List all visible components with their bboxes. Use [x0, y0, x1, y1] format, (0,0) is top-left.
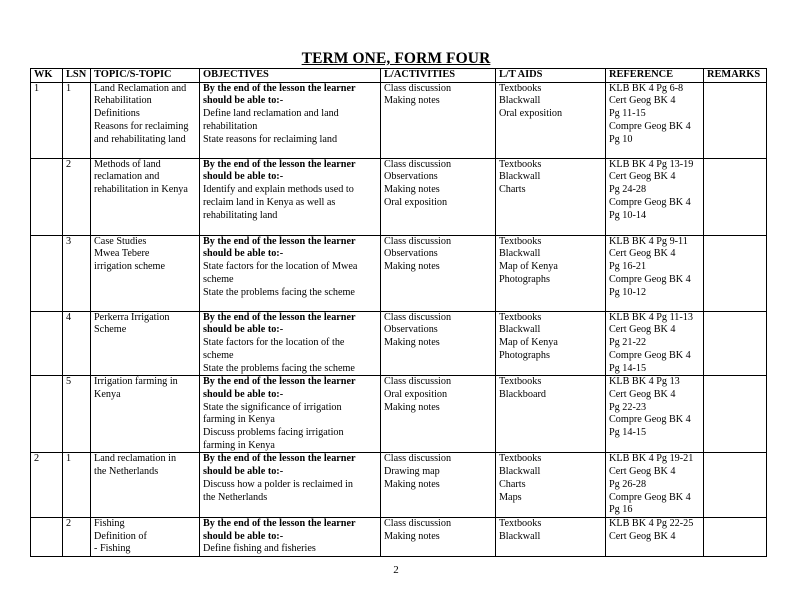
cell-line: Definition of [94, 530, 147, 542]
lesson-number: 5 [66, 376, 72, 388]
cell-line: Define fishing and fisheries [203, 543, 316, 555]
cell-line: By the end of the lesson the learner [203, 453, 356, 465]
cell-line: Fishing [94, 517, 125, 529]
cell-line: Textbooks [499, 311, 542, 323]
cell-line: Pg 21-22 [609, 337, 647, 349]
cell-line: Observations [384, 248, 438, 260]
cell-line: Identify and explain methods used to [203, 184, 354, 196]
cell-line: By the end of the lesson the learner [203, 158, 356, 170]
cell-line: rehabilitation in Kenya [94, 184, 188, 196]
cell-activities [381, 453, 496, 518]
table-row [31, 235, 767, 311]
cell-line: Discuss problems facing irrigation [203, 427, 344, 439]
cell-line: Blackboard [499, 388, 546, 400]
cell-reference [606, 517, 704, 556]
cell-line: Charts [499, 478, 526, 490]
cell-aids [496, 517, 606, 556]
cell-wk [31, 376, 63, 453]
cell-line: should be able to:- [203, 324, 284, 336]
cell-line: Making notes [384, 95, 440, 107]
cell-aids [496, 376, 606, 453]
cell-topic [91, 311, 200, 376]
cell-lsn [63, 517, 91, 556]
cell-aids [496, 235, 606, 311]
cell-objectives [200, 82, 381, 158]
cell-aids [496, 158, 606, 235]
lesson-number: 1 [66, 82, 72, 94]
cell-aids [496, 453, 606, 518]
table-row [31, 158, 767, 235]
cell-line: Cert Geog BK 4 [609, 324, 676, 336]
cell-line: scheme [203, 273, 234, 285]
cell-line: State the problems facing the scheme [203, 286, 355, 298]
cell-line: Methods of land [94, 158, 161, 170]
cell-line: Kenya [94, 388, 121, 400]
cell-line: Perkerra Irrigation [94, 311, 170, 323]
lesson-number: 2 [66, 517, 72, 529]
cell-lsn [63, 158, 91, 235]
cell-objectives [200, 235, 381, 311]
cell-line: State the problems facing the scheme [203, 362, 355, 374]
cell-line: Textbooks [499, 453, 542, 465]
cell-line: Blackwall [499, 95, 541, 107]
cell-line: Pg 24-28 [609, 184, 647, 196]
cell-line: reclaim land in Kenya as well as [203, 196, 336, 208]
cell-wk [31, 82, 63, 158]
cell-line: State factors for the location of the [203, 337, 345, 349]
cell-line: Textbooks [499, 235, 542, 247]
cell-wk [31, 453, 63, 518]
cell-reference [606, 453, 704, 518]
cell-line: Land Reclamation and [94, 82, 187, 94]
cell-line: Class discussion [384, 311, 452, 323]
cell-line: KLB BK 4 Pg 11-13 [609, 311, 693, 323]
cell-reference [606, 311, 704, 376]
cell-line: Compre Geog BK 4 [609, 349, 691, 361]
table-row [31, 453, 767, 518]
cell-line: Scheme [94, 324, 127, 336]
document-title: TERM ONE, FORM FOUR [301, 50, 491, 67]
cell-line: should be able to:- [203, 95, 284, 107]
header-reference: REFERENCE [606, 69, 704, 83]
cell-line: should be able to:- [203, 248, 284, 260]
cell-objectives [200, 158, 381, 235]
cell-line: Pg 11-15 [609, 108, 646, 120]
cell-line: Class discussion [384, 235, 452, 247]
cell-line: Pg 14-15 [609, 427, 647, 439]
cell-line: Blackwall [499, 466, 541, 478]
cell-line: Drawing map [384, 466, 440, 478]
cell-line: Blackwall [499, 324, 541, 336]
cell-aids [496, 82, 606, 158]
table-row [31, 82, 767, 158]
cell-remarks [704, 453, 767, 518]
cell-line: Observations [384, 171, 438, 183]
cell-line: should be able to:- [203, 171, 284, 183]
lesson-number: 3 [66, 235, 72, 247]
cell-line: Define land reclamation and land [203, 108, 339, 120]
cell-wk [31, 158, 63, 235]
lesson-number: 4 [66, 311, 72, 323]
cell-line: Cert Geog BK 4 [609, 530, 676, 542]
cell-line: Textbooks [499, 376, 542, 388]
cell-line: Definitions [94, 108, 140, 120]
cell-objectives [200, 517, 381, 556]
cell-lsn [63, 82, 91, 158]
cell-line: Irrigation farming in [94, 376, 178, 388]
cell-line: KLB BK 4 Pg 19-21 [609, 453, 694, 465]
table-row [31, 376, 767, 453]
cell-line: Cert Geog BK 4 [609, 95, 676, 107]
cell-line: Class discussion [384, 82, 452, 94]
cell-line: Photographs [499, 349, 550, 361]
cell-line: Reasons for reclaiming [94, 120, 189, 132]
cell-line: State reasons for reclaiming land [203, 133, 338, 145]
cell-line: Textbooks [499, 517, 542, 529]
table-header-row [31, 69, 767, 83]
cell-line: Pg 16-21 [609, 261, 647, 273]
cell-line: Discuss how a polder is reclaimed in [203, 478, 353, 490]
cell-line: KLB BK 4 Pg 13-19 [609, 158, 694, 170]
cell-line: Pg 10-12 [609, 286, 647, 298]
cell-objectives [200, 311, 381, 376]
cell-line: Cert Geog BK 4 [609, 171, 676, 183]
cell-activities [381, 311, 496, 376]
cell-line: Class discussion [384, 453, 452, 465]
cell-line: Blackwall [499, 171, 541, 183]
table-row [31, 311, 767, 376]
cell-line: By the end of the lesson the learner [203, 235, 356, 247]
cell-line: the Netherlands [203, 491, 268, 503]
cell-remarks [704, 311, 767, 376]
header-topic: TOPIC/S-TOPIC [91, 69, 200, 83]
cell-topic [91, 376, 200, 453]
scheme-of-work-table [30, 68, 767, 557]
week-number: 2 [34, 453, 40, 465]
cell-line: Textbooks [499, 158, 542, 170]
lesson-number: 1 [66, 453, 72, 465]
cell-line: reclamation and [94, 171, 160, 183]
cell-remarks [704, 517, 767, 556]
cell-activities [381, 158, 496, 235]
cell-line: Mwea Tebere [94, 248, 150, 260]
cell-line: Oral exposition [384, 196, 448, 208]
cell-line: Class discussion [384, 158, 452, 170]
cell-line: - Fishing [94, 543, 131, 555]
cell-line: should be able to:- [203, 530, 284, 542]
cell-activities [381, 517, 496, 556]
page-number: 2 [393, 564, 399, 576]
cell-line: scheme [203, 349, 234, 361]
cell-line: State the significance of irrigation [203, 401, 342, 413]
cell-reference [606, 82, 704, 158]
cell-wk [31, 517, 63, 556]
cell-line: Compre Geog BK 4 [609, 273, 691, 285]
cell-line: Oral exposition [384, 388, 448, 400]
cell-reference [606, 235, 704, 311]
cell-line: Making notes [384, 184, 440, 196]
cell-line: KLB BK 4 Pg 9-11 [609, 235, 688, 247]
cell-remarks [704, 376, 767, 453]
cell-activities [381, 82, 496, 158]
cell-wk [31, 311, 63, 376]
cell-lsn [63, 235, 91, 311]
cell-line: Compre Geog BK 4 [609, 491, 691, 503]
cell-reference [606, 376, 704, 453]
cell-line: By the end of the lesson the learner [203, 376, 356, 388]
cell-line: KLB BK 4 Pg 22-25 [609, 517, 694, 529]
cell-line: Class discussion [384, 517, 452, 529]
cell-activities [381, 376, 496, 453]
cell-line: Blackwall [499, 530, 541, 542]
cell-line: farming in Kenya [203, 439, 275, 451]
cell-line: Land reclamation in [94, 453, 177, 465]
cell-objectives [200, 376, 381, 453]
header-lsn: LSN [63, 69, 91, 83]
cell-line: Cert Geog BK 4 [609, 248, 676, 260]
cell-line: Blackwall [499, 248, 541, 260]
cell-objectives [200, 453, 381, 518]
cell-line: Compre Geog BK 4 [609, 196, 691, 208]
cell-line: Map of Kenya [499, 261, 558, 273]
cell-line: Class discussion [384, 376, 452, 388]
cell-line: Rehabilitation [94, 95, 152, 107]
cell-reference [606, 158, 704, 235]
cell-line: Pg 10-14 [609, 209, 647, 221]
cell-line: Cert Geog BK 4 [609, 388, 676, 400]
cell-line: Making notes [384, 401, 440, 413]
cell-topic [91, 453, 200, 518]
cell-line: Charts [499, 184, 526, 196]
cell-line: Making notes [384, 337, 440, 349]
header-aids: L/T AIDS [496, 69, 606, 83]
header-objectives: OBJECTIVES [200, 69, 381, 83]
cell-line: should be able to:- [203, 388, 284, 400]
cell-remarks [704, 235, 767, 311]
cell-topic [91, 517, 200, 556]
cell-line: Photographs [499, 273, 550, 285]
cell-topic [91, 158, 200, 235]
cell-lsn [63, 311, 91, 376]
cell-line: KLB BK 4 Pg 13 [609, 376, 680, 388]
cell-line: Cert Geog BK 4 [609, 466, 676, 478]
cell-line: Pg 26-28 [609, 478, 647, 490]
cell-line: the Netherlands [94, 466, 159, 478]
cell-line: Compre Geog BK 4 [609, 414, 691, 426]
cell-line: farming in Kenya [203, 414, 275, 426]
cell-line: Compre Geog BK 4 [609, 120, 691, 132]
cell-line: Pg 14-15 [609, 362, 647, 374]
cell-line: Pg 16 [609, 504, 633, 516]
cell-line: State factors for the location of Mwea [203, 261, 358, 273]
cell-lsn [63, 376, 91, 453]
week-number: 1 [34, 82, 40, 94]
table-row [31, 517, 767, 556]
lesson-number: 2 [66, 158, 72, 170]
cell-lsn [63, 453, 91, 518]
cell-line: By the end of the lesson the learner [203, 311, 356, 323]
cell-line: Observations [384, 324, 438, 336]
cell-remarks [704, 82, 767, 158]
cell-aids [496, 311, 606, 376]
cell-line: Map of Kenya [499, 337, 558, 349]
cell-line: KLB BK 4 Pg 6-8 [609, 82, 684, 94]
cell-line: Making notes [384, 530, 440, 542]
header-remarks: REMARKS [704, 69, 767, 83]
cell-line: should be able to:- [203, 466, 284, 478]
cell-line: Oral exposition [499, 108, 563, 120]
cell-topic [91, 235, 200, 311]
cell-activities [381, 235, 496, 311]
cell-line: rehabilitating land [203, 209, 278, 221]
cell-line: irrigation scheme [94, 261, 166, 273]
cell-line: Making notes [384, 261, 440, 273]
cell-topic [91, 82, 200, 158]
cell-line: Pg 22-23 [609, 401, 647, 413]
cell-line: Pg 10 [609, 133, 633, 145]
cell-line: Making notes [384, 478, 440, 490]
cell-wk [31, 235, 63, 311]
header-wk: WK [31, 69, 63, 83]
cell-line: Textbooks [499, 82, 542, 94]
cell-line: By the end of the lesson the learner [203, 517, 356, 529]
cell-line: Case Studies [94, 235, 147, 247]
cell-line: Maps [499, 491, 522, 503]
cell-line: rehabilitation [203, 120, 258, 132]
header-activities: L/ACTIVITIES [381, 69, 496, 83]
cell-remarks [704, 158, 767, 235]
cell-line: By the end of the lesson the learner [203, 82, 356, 94]
cell-line: and rehabilitating land [94, 133, 186, 145]
